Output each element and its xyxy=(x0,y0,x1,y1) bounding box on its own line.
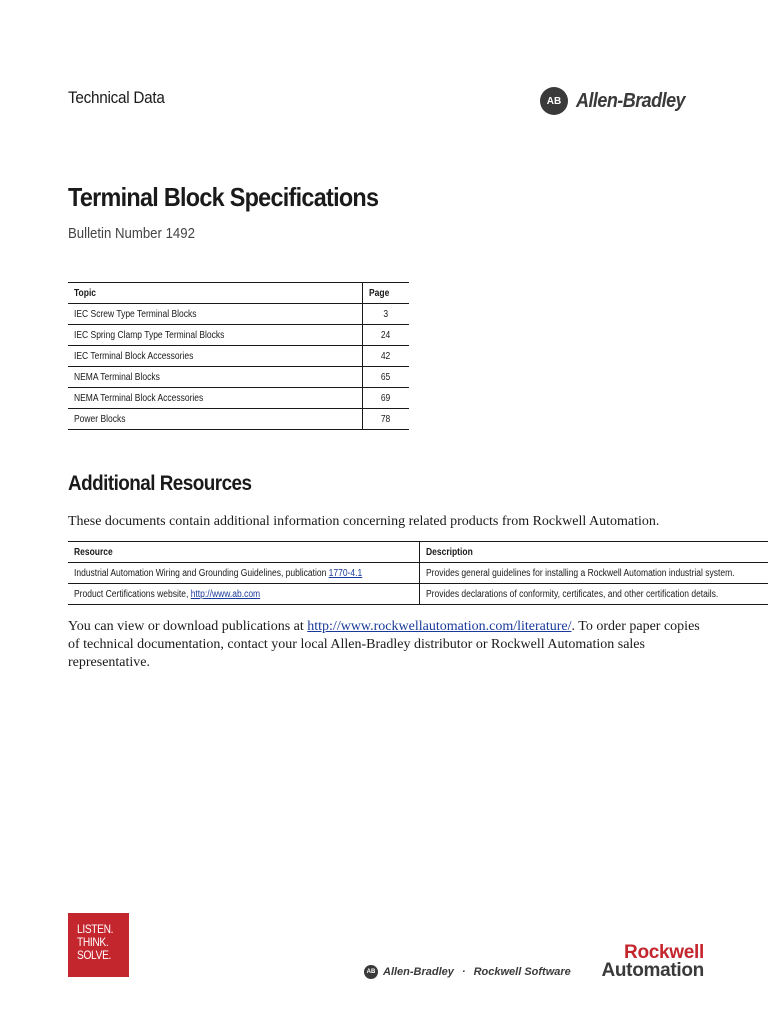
listen-think-solve-logo: LISTEN. THINK. SOLVE. xyxy=(68,913,129,977)
page-cell: 42 xyxy=(363,346,410,367)
table-row xyxy=(68,584,768,605)
topic-cell: NEMA Terminal Blocks xyxy=(68,367,363,388)
topic-cell: IEC Terminal Block Accessories xyxy=(68,346,363,367)
page-cell: 65 xyxy=(363,367,410,388)
resource-cell: Industrial Automation Wiring and Grounding Guidelines, publication 1770-4.1 xyxy=(68,563,420,584)
resources-intro: These documents contain additional information concerning related products from Rockwell Automation. xyxy=(68,514,660,529)
ab-badge-icon: AB xyxy=(364,965,378,979)
footer-rockwell-software: Rockwell Software xyxy=(473,966,571,978)
literature-link[interactable]: http://www.rockwellautomation.com/literature/ xyxy=(307,619,572,634)
page-column-header: Page xyxy=(363,283,410,304)
topic-cell: Power Blocks xyxy=(68,409,363,430)
topic-table xyxy=(68,282,409,430)
resource-column-header: Resource xyxy=(68,542,420,563)
page-cell: 3 xyxy=(363,304,410,325)
table-row xyxy=(68,304,409,325)
table-row xyxy=(68,409,409,430)
resources-table xyxy=(68,541,768,605)
allen-bradley-wordmark: Allen-Bradley xyxy=(576,89,686,112)
ab-website-link[interactable]: http://www.ab.com xyxy=(190,588,261,600)
table-row xyxy=(68,563,768,584)
description-column-header: Description xyxy=(420,542,768,563)
footer-allen-bradley: Allen-Bradley xyxy=(383,966,454,978)
table-row xyxy=(68,388,409,409)
resource-cell: Product Certifications website, http://www.ab.com xyxy=(68,584,420,605)
footer-brands xyxy=(364,965,571,979)
table-row xyxy=(68,346,409,367)
topic-column-header: Topic xyxy=(68,283,363,304)
page-cell: 24 xyxy=(363,325,410,346)
description-cell: Provides declarations of conformity, certificates, and other certification details. xyxy=(420,584,768,605)
page-cell: 69 xyxy=(363,388,410,409)
publication-link[interactable]: 1770-4.1 xyxy=(328,567,363,579)
table-row xyxy=(68,325,409,346)
description-cell: Provides general guidelines for installing a Rockwell Automation industrial system. xyxy=(420,563,768,584)
page-cell: 78 xyxy=(363,409,410,430)
additional-resources-heading: Additional Resources xyxy=(68,472,252,495)
page-title: Terminal Block Specifications xyxy=(68,182,379,212)
rockwell-automation-logo: Rockwell Automation xyxy=(601,942,704,981)
publications-note: You can view or download publications at http://www.rockwellautomation.com/literature/. To order paper copies of technical documentation, contact your local Allen-Bradley distributor or Rockwell Automation sales representative. xyxy=(68,619,700,670)
footer-separator: · xyxy=(461,966,466,978)
ab-badge-icon: AB xyxy=(540,87,568,115)
topic-cell: NEMA Terminal Block Accessories xyxy=(68,388,363,409)
bulletin-number: Bulletin Number 1492 xyxy=(68,225,195,242)
table-row xyxy=(68,367,409,388)
topic-cell: IEC Screw Type Terminal Blocks xyxy=(68,304,363,325)
document-type-label: Technical Data xyxy=(68,88,165,107)
topic-cell: IEC Spring Clamp Type Terminal Blocks xyxy=(68,325,363,346)
allen-bradley-logo xyxy=(540,87,697,115)
